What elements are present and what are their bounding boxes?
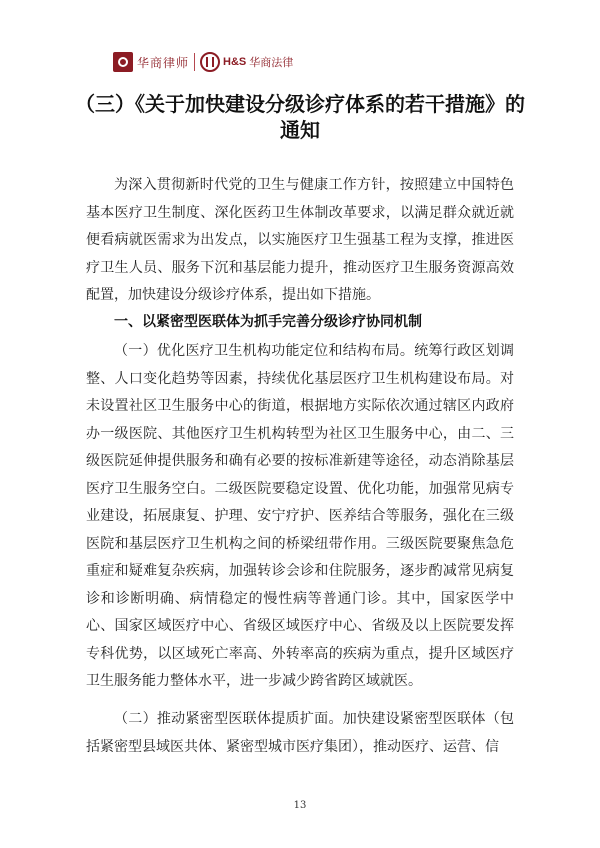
logo-divider (194, 53, 195, 71)
hs-logo-icon (200, 52, 220, 72)
document-title-line2: 通知 (280, 118, 320, 142)
huashang-logo-text: 华商律师 (137, 55, 190, 70)
hs-logo (200, 52, 293, 72)
huashang-logo (113, 52, 189, 72)
paragraph-1-1: （一）优化医疗卫生机构功能定位和结构布局。统筹行政区划调整、人口变化趋势等因素，持续优化基层医疗卫生机构建设布局。对未设置社区卫生服务中心的街道，根据地方实际依次通过辖区内政府办一级医院、其他医疗卫生机构转型为社区卫生服务中心，由二、三级医院延伸提供服务和确有必要的按标准新建等途径，动态消除基层医疗卫生服务空白。二级医院要稳定设置、优化功能，加强常见病专业建设，拓展康复、护理、安宁疗护、医养结合等服务，强化在三级医院和基层医疗卫生机构之间的桥梁纽带作用。三级医院要聚焦急危重症和疑难复杂疾病，加强转诊会诊和住院服务，逐步酌减常见病复诊和诊断明确、病情稳定的慢性病等普通门诊。其中，国家医学中心、国家区域医疗中心、省级区域医疗中心、省级及以上医院要发挥专科优势，以区域死亡率高、外转率高的疾病为重点，提升区域医疗卫生服务能力整体水平，进一步减少跨省跨区域就医。 (86, 343, 514, 689)
intro-paragraph: 为深入贯彻新时代党的卫生与健康工作方针，按照建立中国特色基本医疗卫生制度、深化医药卫生体制改革要求，以满足群众就近就便看病就医需求为出发点，以实施医疗卫生强基工程为支撑，推进医疗卫生人员、服务下沉和基层能力提升，推动医疗卫生服务资源高效配置，加快建设分级诊疗体系，提出如下措施。 (86, 177, 514, 303)
document-title-line1: （三）《关于加快建设分级诊疗体系的若干措施》的 (75, 92, 525, 116)
hs-logo-text: 华商法律 (249, 56, 294, 69)
huashang-logo-icon (113, 52, 133, 72)
page-header (113, 50, 293, 74)
page-number: 13 (293, 800, 307, 811)
hs-logo-brand: H&S (223, 56, 247, 68)
section-heading-1: 一、以紧密型医联体为抓手完善分级诊疗协同机制 (114, 314, 422, 330)
paragraph-1-2: （二）推动紧密型医联体提质扩面。加快建设紧密型医联体（包括紧密型县域医共体、紧密型城市医疗集团），推动医疗、运营、信 (86, 711, 514, 755)
